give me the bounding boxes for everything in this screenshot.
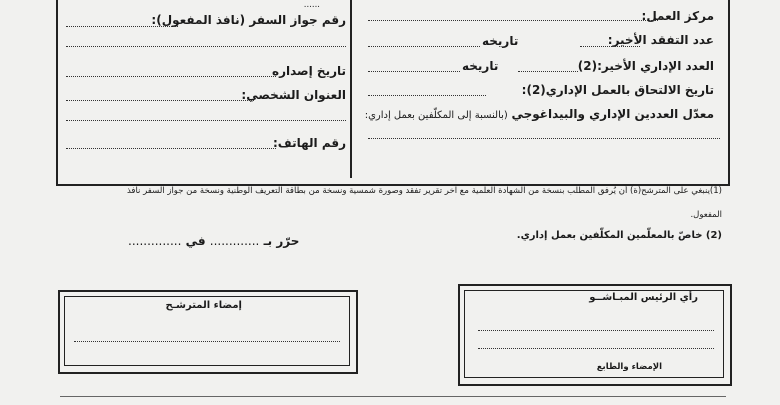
last-inspection-count-line[interactable]: [580, 46, 640, 47]
average-scores-label: [365, 107, 714, 121]
signed-at-dots[interactable]: .............: [209, 234, 260, 248]
work-center-label: مركز العمل:: [641, 9, 714, 23]
admin-join-date-line[interactable]: [368, 95, 486, 96]
signed-at-label: حرّر بـ: [263, 234, 300, 248]
signed-on-label: في: [185, 234, 206, 248]
passport-number-label: رقم جواز السفر (نافذ المفعول):: [151, 13, 346, 27]
last-inspection-date-line[interactable]: [368, 46, 480, 47]
supervisor-opinion-title: رأي الرئيس المبـاشــو: [589, 292, 698, 303]
personal-address-line-1[interactable]: [66, 100, 254, 101]
admin-join-date-label: تاريخ الالتحاق بالعمل الإداري(2):: [521, 83, 714, 97]
last-inspection-date-label: تاريخه: [482, 34, 519, 48]
passport-number-line-1[interactable]: [66, 26, 178, 27]
candidate-signature-title: إمضاء المترشـح: [165, 300, 242, 311]
supervisor-opinion-line-2[interactable]: [478, 348, 714, 349]
signed-on-dots[interactable]: ..............: [128, 234, 182, 248]
last-admin-date-line[interactable]: [368, 71, 460, 72]
average-scores-main: معدّل العددين الإداري والبيداغوجي: [511, 107, 714, 121]
note-1-continued: المفعول.: [690, 210, 722, 220]
cut-top-text: ......: [303, 0, 320, 8]
issue-date-label: تاريخ إصداره: [272, 64, 346, 78]
personal-address-label: العنوان الشخصي:: [241, 88, 346, 102]
phone-label: رقم الهاتف:: [273, 136, 346, 150]
last-admin-date-label: تاريخه: [462, 59, 499, 73]
frame-divider: [350, 0, 352, 178]
work-center-line[interactable]: [368, 20, 658, 21]
candidate-signature-line[interactable]: [74, 341, 340, 342]
note-1: (1)ينبغي على المترشح(ة) أن يُرفق المطلب بنسخة من الشهادة العلمية مع آخر تقرير تفقد وصورة شمسية ونسخة من بطاقة التعريف الوطنية ونسخة من جواز السفر نافذ: [126, 186, 722, 196]
average-scores-note: (بالنسبة إلى المكلّفين بعمل إداري:: [364, 110, 508, 121]
signed-at-line: [128, 234, 299, 248]
personal-address-line-2[interactable]: [66, 120, 346, 121]
last-admin-count-line[interactable]: [518, 71, 578, 72]
last-admin-count-label: العدد الإداري الأخير:(2): [577, 59, 714, 73]
last-inspection-count-label: عدد التفقد الأخير:: [607, 33, 714, 47]
bottom-scan-line: [60, 396, 726, 397]
passport-number-line-2[interactable]: [66, 46, 346, 47]
supervisor-signature-stamp-label: الإمضاء والطابع: [596, 362, 662, 372]
issue-date-line[interactable]: [66, 76, 276, 77]
supervisor-opinion-inner: [464, 290, 724, 378]
note-2: (2) خاصّ بالمعلّمين المكلّفين بعمل إداري.: [516, 230, 722, 241]
average-scores-line-1[interactable]: [368, 138, 720, 139]
phone-line[interactable]: [66, 148, 276, 149]
supervisor-opinion-line-1[interactable]: [478, 330, 714, 331]
